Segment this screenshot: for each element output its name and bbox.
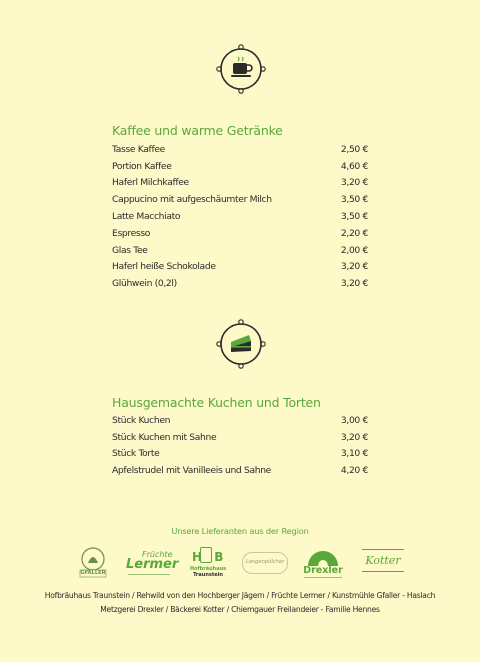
menu-item (112, 158, 368, 175)
menu-item-name: Espresso (112, 227, 151, 239)
menu-item-name: Haferl heiße Schokolade (112, 261, 216, 273)
menu-item-price: 4,20 € (340, 465, 368, 477)
coffee-emblem (216, 44, 266, 94)
menu-item-name: Cappucino mit aufgeschäumter Milch (112, 194, 272, 206)
supplier-logos (78, 546, 408, 582)
cakes-menu-list (112, 412, 368, 479)
menu-item (112, 225, 368, 242)
gfaller-logo: GFALLER (78, 546, 108, 580)
menu-item-price: 2,50 € (340, 143, 368, 155)
menu-item-price: 3,20 € (340, 431, 368, 443)
menu-item-name: Glühwein (0,2l) (112, 278, 177, 290)
cake-emblem (216, 319, 266, 369)
hofbraeuhaus-logo: H B Hofbräuhaus Traunstein (188, 546, 228, 580)
menu-item-name: Stück Torte (112, 448, 160, 460)
menu-item (112, 429, 368, 446)
menu-item-name: Stück Kuchen mit Sahne (112, 431, 217, 443)
menu-item-price: 2,20 € (340, 227, 368, 239)
menu-item-price: 3,10 € (340, 448, 368, 460)
menu-item-name: Apfelstrudel mit Vanilleeis und Sahne (112, 465, 271, 477)
menu-item-price: 3,50 € (340, 211, 368, 223)
menu-item (112, 412, 368, 429)
menu-item-price: 3,50 € (340, 194, 368, 206)
menu-item (112, 446, 368, 463)
menu-item-price: 3,20 € (340, 261, 368, 273)
menu-item-price: 3,20 € (340, 278, 368, 290)
cake-slice-icon (216, 319, 266, 369)
menu-item-name: Stück Kuchen (112, 414, 171, 426)
menu-item (112, 242, 368, 259)
fruechte-lermer-logo: Früchte Lermer (124, 546, 174, 580)
section-title-cakes: Hausgemachte Kuchen und Torten (112, 395, 321, 410)
menu-item (112, 259, 368, 276)
coffee-cup-icon (216, 44, 266, 94)
menu-item-name: Glas Tee (112, 244, 148, 256)
langenpoelcher-logo: Langenpölcher (242, 546, 288, 580)
kotter-logo: Kotter (360, 546, 406, 580)
menu-item (112, 208, 368, 225)
suppliers-list-line2: Metzgerei Drexler / Bäckerei Kotter / Chiemgauer Freilandeier - Familie Hennes (100, 605, 380, 614)
menu-item (112, 275, 368, 292)
menu-item (112, 191, 368, 208)
section-title-drinks: Kaffee und warme Getränke (112, 123, 283, 138)
menu-item (112, 141, 368, 158)
drexler-logo: Drexler (300, 546, 346, 580)
menu-item-price: 3,00 € (340, 414, 368, 426)
menu-item (112, 175, 368, 192)
menu-item-name: Haferl Milchkaffee (112, 177, 189, 189)
menu-item-name: Latte Macchiato (112, 211, 181, 223)
menu-item-name: Tasse Kaffee (112, 143, 165, 155)
menu-item-price: 4,60 € (340, 160, 368, 172)
menu-item-price: 3,20 € (340, 177, 368, 189)
menu-item-name: Portion Kaffee (112, 160, 172, 172)
menu-item-price: 2,00 € (340, 244, 368, 256)
drinks-menu-list (112, 141, 368, 292)
suppliers-list-line1: Hofbräuhaus Traunstein / Rehwild von den Hochberger Jägern / Früchte Lermer / Kunstmühle Gfaller - Haslach (44, 591, 436, 600)
suppliers-title: Unsere Lieferanten aus der Region (171, 526, 309, 536)
menu-item (112, 462, 368, 479)
